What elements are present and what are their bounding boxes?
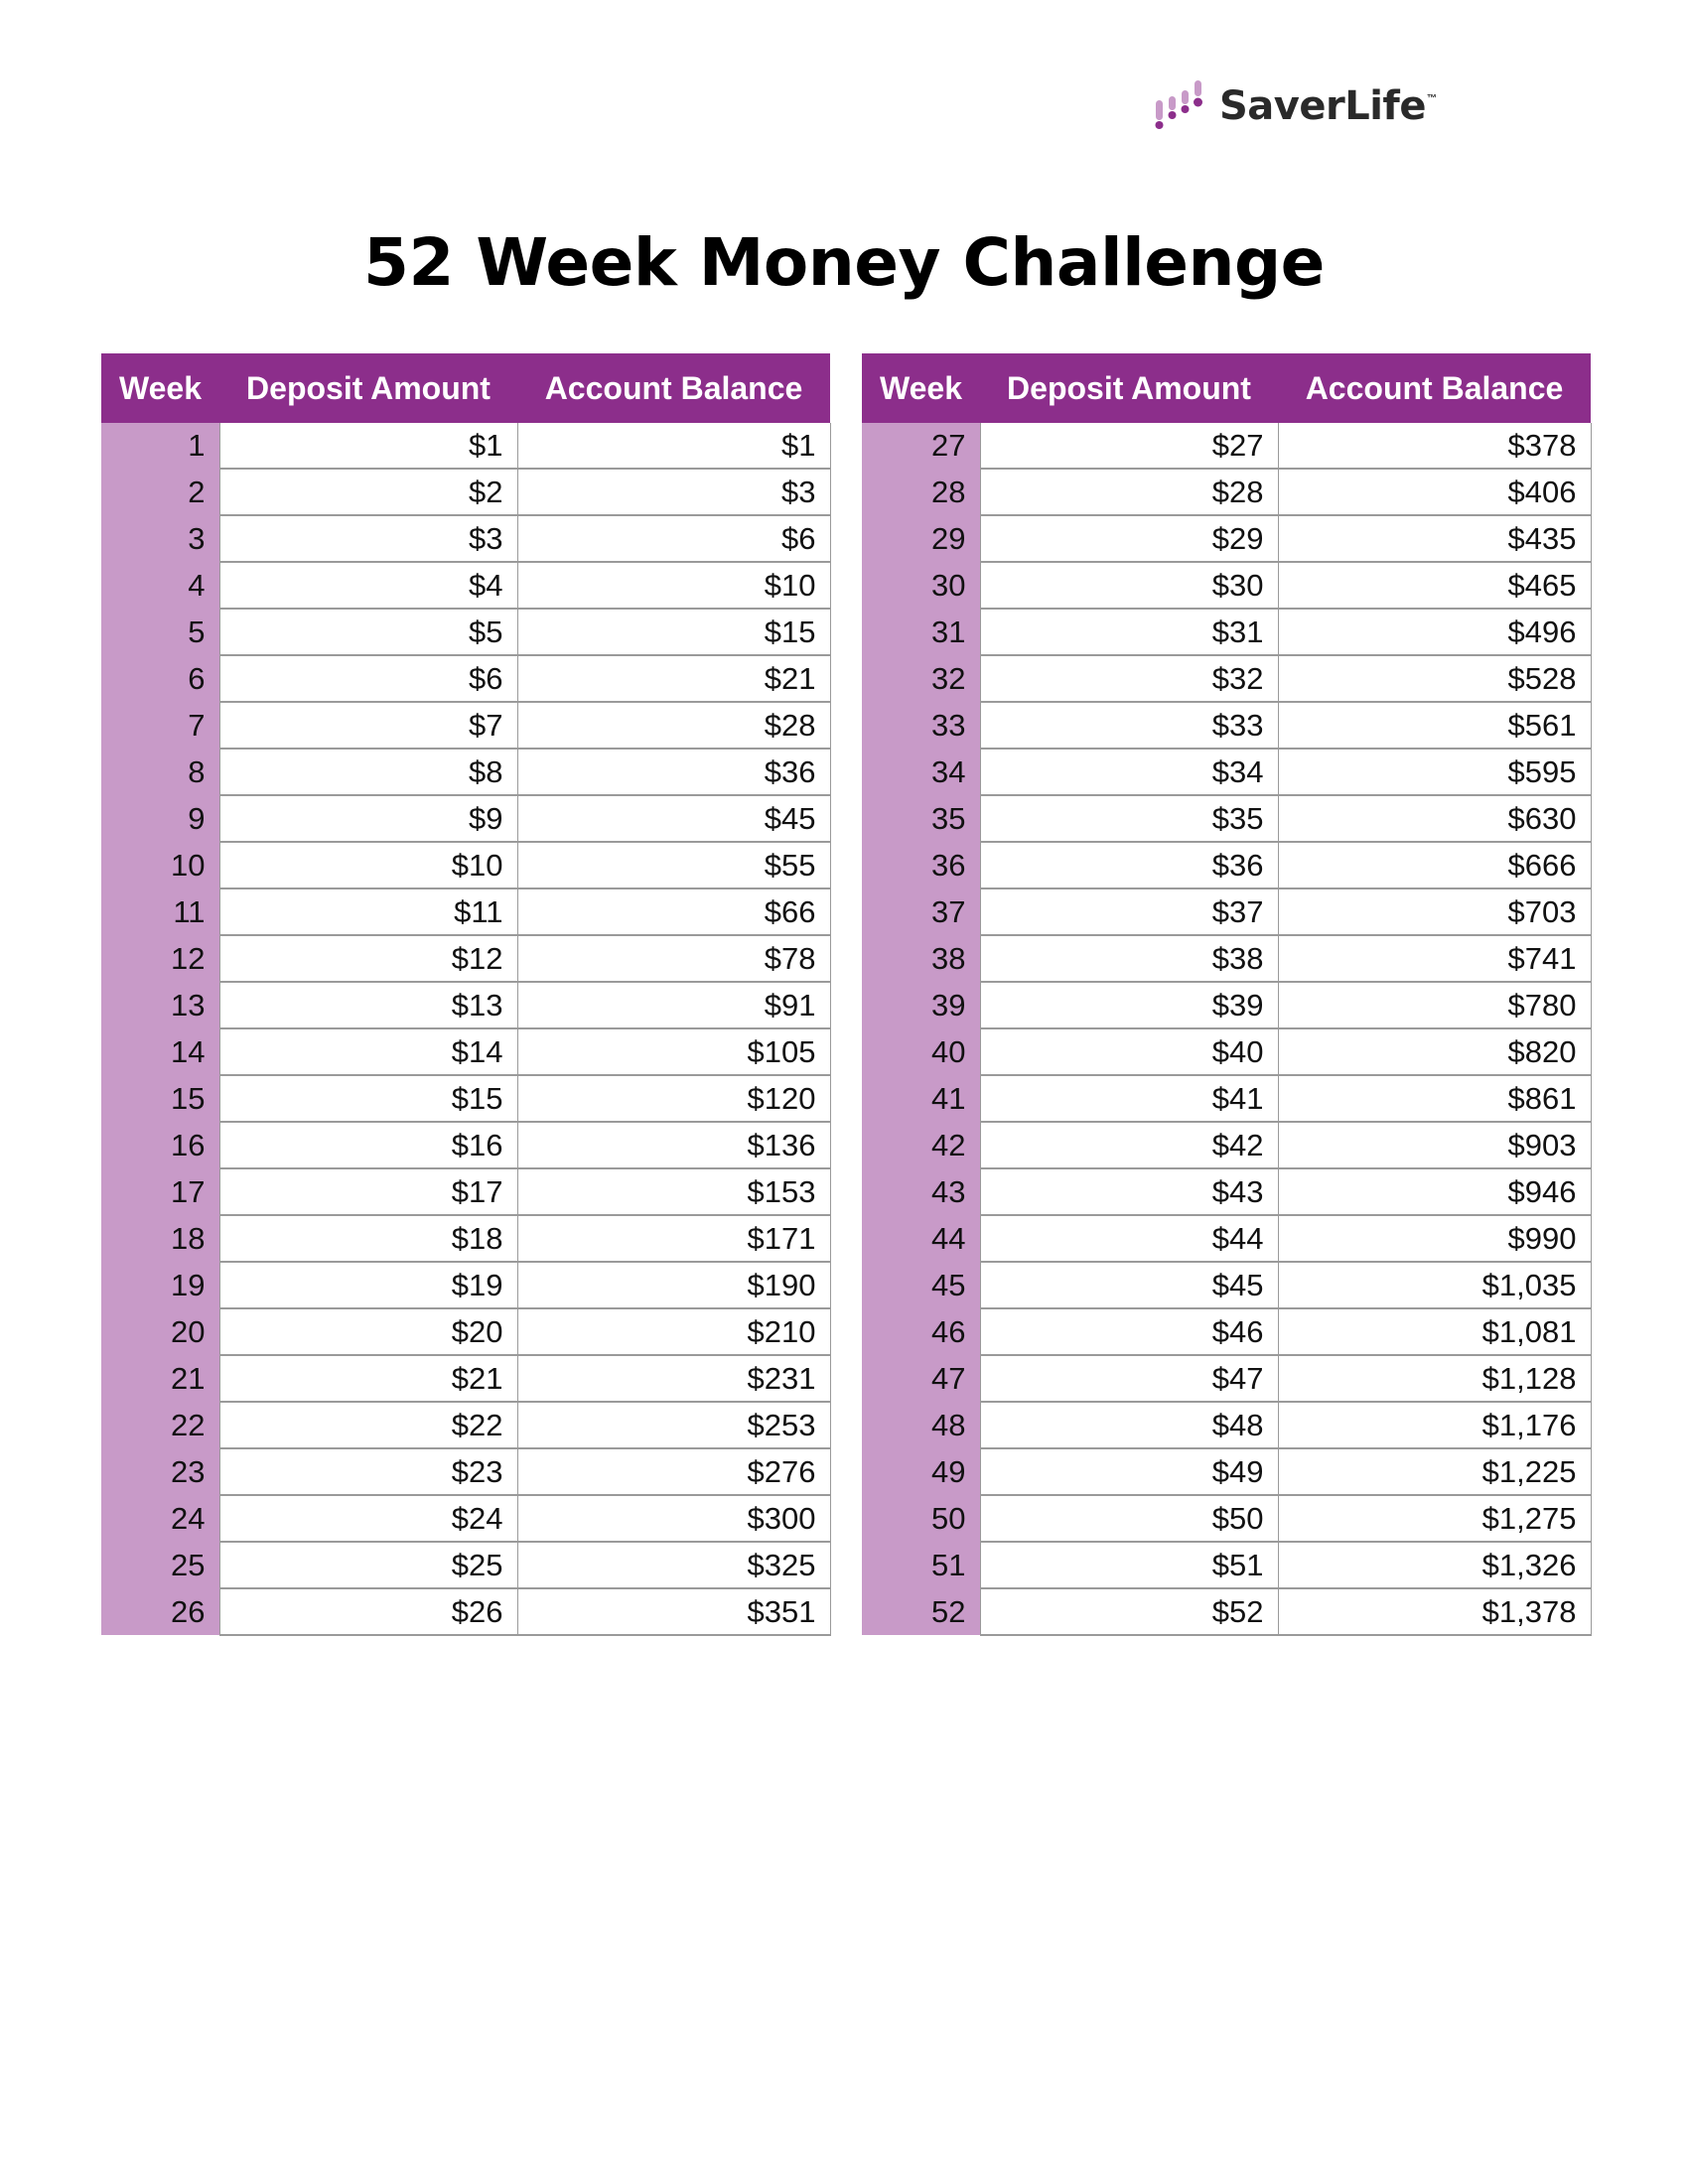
deposit-cell: $4 bbox=[219, 562, 517, 609]
balance-cell: $1,035 bbox=[1278, 1262, 1591, 1308]
week-cell: 30 bbox=[862, 562, 980, 609]
table-row bbox=[862, 1495, 1591, 1542]
deposit-cell: $19 bbox=[219, 1262, 517, 1308]
balance-cell: $595 bbox=[1278, 749, 1591, 795]
balance-cell: $903 bbox=[1278, 1122, 1591, 1168]
header-account-balance: Account Balance bbox=[1278, 353, 1591, 423]
header-deposit-amount: Deposit Amount bbox=[219, 353, 517, 423]
table-row bbox=[862, 562, 1591, 609]
table-row bbox=[101, 1448, 830, 1495]
week-cell: 5 bbox=[101, 609, 219, 655]
week-cell: 33 bbox=[862, 702, 980, 749]
balance-cell: $741 bbox=[1278, 935, 1591, 982]
balance-cell: $703 bbox=[1278, 888, 1591, 935]
table-row bbox=[101, 935, 830, 982]
deposit-cell: $20 bbox=[219, 1308, 517, 1355]
balance-cell: $78 bbox=[517, 935, 830, 982]
week-cell: 20 bbox=[101, 1308, 219, 1355]
balance-cell: $276 bbox=[517, 1448, 830, 1495]
balance-cell: $1,176 bbox=[1278, 1402, 1591, 1448]
table-row bbox=[101, 562, 830, 609]
balance-cell: $231 bbox=[517, 1355, 830, 1402]
balance-cell: $3 bbox=[517, 469, 830, 515]
week-cell: 4 bbox=[101, 562, 219, 609]
week-cell: 26 bbox=[101, 1588, 219, 1635]
deposit-cell: $5 bbox=[219, 609, 517, 655]
week-cell: 11 bbox=[101, 888, 219, 935]
deposit-cell: $42 bbox=[980, 1122, 1278, 1168]
balance-cell: $105 bbox=[517, 1028, 830, 1075]
deposit-cell: $26 bbox=[219, 1588, 517, 1635]
table-row bbox=[101, 795, 830, 842]
balance-cell: $210 bbox=[517, 1308, 830, 1355]
balance-cell: $820 bbox=[1278, 1028, 1591, 1075]
page-title: 52 Week Money Challenge bbox=[363, 224, 1325, 301]
week-cell: 10 bbox=[101, 842, 219, 888]
table-row bbox=[862, 935, 1591, 982]
deposit-cell: $12 bbox=[219, 935, 517, 982]
table-row bbox=[101, 1262, 830, 1308]
table-row bbox=[101, 1075, 830, 1122]
deposit-cell: $22 bbox=[219, 1402, 517, 1448]
balance-cell: $28 bbox=[517, 702, 830, 749]
balance-cell: $171 bbox=[517, 1215, 830, 1262]
week-cell: 37 bbox=[862, 888, 980, 935]
balance-cell: $861 bbox=[1278, 1075, 1591, 1122]
week-cell: 46 bbox=[862, 1308, 980, 1355]
week-cell: 24 bbox=[101, 1495, 219, 1542]
balance-cell: $36 bbox=[517, 749, 830, 795]
week-cell: 41 bbox=[862, 1075, 980, 1122]
week-cell: 16 bbox=[101, 1122, 219, 1168]
deposit-cell: $30 bbox=[980, 562, 1278, 609]
deposit-cell: $23 bbox=[219, 1448, 517, 1495]
balance-cell: $66 bbox=[517, 888, 830, 935]
table-row bbox=[862, 795, 1591, 842]
table-row bbox=[862, 1588, 1591, 1635]
trademark-symbol: ™ bbox=[1426, 93, 1437, 104]
saverlife-bars-icon bbox=[1152, 76, 1211, 136]
table-row bbox=[101, 515, 830, 562]
deposit-cell: $8 bbox=[219, 749, 517, 795]
deposit-cell: $37 bbox=[980, 888, 1278, 935]
deposit-cell: $25 bbox=[219, 1542, 517, 1588]
deposit-cell: $48 bbox=[980, 1402, 1278, 1448]
table-row bbox=[101, 1308, 830, 1355]
balance-cell: $1,326 bbox=[1278, 1542, 1591, 1588]
table-row bbox=[862, 469, 1591, 515]
table-row bbox=[101, 842, 830, 888]
week-cell: 49 bbox=[862, 1448, 980, 1495]
week-cell: 34 bbox=[862, 749, 980, 795]
balance-cell: $528 bbox=[1278, 655, 1591, 702]
deposit-cell: $14 bbox=[219, 1028, 517, 1075]
week-cell: 38 bbox=[862, 935, 980, 982]
week-cell: 27 bbox=[862, 423, 980, 469]
week-cell: 12 bbox=[101, 935, 219, 982]
balance-cell: $10 bbox=[517, 562, 830, 609]
header-account-balance: Account Balance bbox=[517, 353, 830, 423]
schedule-table-weeks-27-52 bbox=[862, 353, 1592, 1636]
deposit-cell: $47 bbox=[980, 1355, 1278, 1402]
table-row bbox=[101, 609, 830, 655]
week-cell: 19 bbox=[101, 1262, 219, 1308]
logo-wordmark: SaverLife bbox=[1219, 83, 1426, 129]
table-row bbox=[862, 1122, 1591, 1168]
deposit-cell: $24 bbox=[219, 1495, 517, 1542]
deposit-cell: $18 bbox=[219, 1215, 517, 1262]
table-row bbox=[862, 842, 1591, 888]
balance-cell: $1,275 bbox=[1278, 1495, 1591, 1542]
deposit-cell: $38 bbox=[980, 935, 1278, 982]
table-row bbox=[862, 1262, 1591, 1308]
deposit-cell: $45 bbox=[980, 1262, 1278, 1308]
week-cell: 43 bbox=[862, 1168, 980, 1215]
balance-cell: $153 bbox=[517, 1168, 830, 1215]
table-row bbox=[862, 423, 1591, 469]
header-week: Week bbox=[101, 353, 219, 423]
table-row bbox=[101, 1122, 830, 1168]
week-cell: 32 bbox=[862, 655, 980, 702]
table-row bbox=[862, 702, 1591, 749]
balance-cell: $1,378 bbox=[1278, 1588, 1591, 1635]
balance-cell: $1,225 bbox=[1278, 1448, 1591, 1495]
table-row bbox=[101, 749, 830, 795]
balance-cell: $190 bbox=[517, 1262, 830, 1308]
table-row bbox=[862, 1215, 1591, 1262]
table-row bbox=[862, 1355, 1591, 1402]
week-cell: 8 bbox=[101, 749, 219, 795]
balance-cell: $465 bbox=[1278, 562, 1591, 609]
week-cell: 2 bbox=[101, 469, 219, 515]
deposit-cell: $28 bbox=[980, 469, 1278, 515]
week-cell: 42 bbox=[862, 1122, 980, 1168]
deposit-cell: $17 bbox=[219, 1168, 517, 1215]
balance-cell: $630 bbox=[1278, 795, 1591, 842]
table-row bbox=[101, 423, 830, 469]
balance-cell: $435 bbox=[1278, 515, 1591, 562]
week-cell: 25 bbox=[101, 1542, 219, 1588]
deposit-cell: $46 bbox=[980, 1308, 1278, 1355]
table-row bbox=[862, 1028, 1591, 1075]
table-row bbox=[101, 1495, 830, 1542]
header-deposit-amount: Deposit Amount bbox=[980, 353, 1278, 423]
week-cell: 23 bbox=[101, 1448, 219, 1495]
deposit-cell: $1 bbox=[219, 423, 517, 469]
week-cell: 7 bbox=[101, 702, 219, 749]
balance-cell: $1,081 bbox=[1278, 1308, 1591, 1355]
table-row bbox=[862, 655, 1591, 702]
deposit-cell: $11 bbox=[219, 888, 517, 935]
week-cell: 13 bbox=[101, 982, 219, 1028]
table-header-row bbox=[101, 353, 830, 423]
balance-cell: $91 bbox=[517, 982, 830, 1028]
deposit-cell: $15 bbox=[219, 1075, 517, 1122]
week-cell: 15 bbox=[101, 1075, 219, 1122]
deposit-cell: $9 bbox=[219, 795, 517, 842]
table-row bbox=[101, 469, 830, 515]
week-cell: 47 bbox=[862, 1355, 980, 1402]
week-cell: 6 bbox=[101, 655, 219, 702]
deposit-cell: $34 bbox=[980, 749, 1278, 795]
week-cell: 1 bbox=[101, 423, 219, 469]
saverlife-logo bbox=[1152, 71, 1437, 141]
week-cell: 52 bbox=[862, 1588, 980, 1635]
week-cell: 51 bbox=[862, 1542, 980, 1588]
week-cell: 39 bbox=[862, 982, 980, 1028]
balance-cell: $351 bbox=[517, 1588, 830, 1635]
table-row bbox=[101, 982, 830, 1028]
balance-cell: $666 bbox=[1278, 842, 1591, 888]
deposit-cell: $21 bbox=[219, 1355, 517, 1402]
deposit-cell: $13 bbox=[219, 982, 517, 1028]
table-header-row bbox=[862, 353, 1591, 423]
deposit-cell: $50 bbox=[980, 1495, 1278, 1542]
table-row bbox=[101, 702, 830, 749]
deposit-cell: $41 bbox=[980, 1075, 1278, 1122]
deposit-cell: $43 bbox=[980, 1168, 1278, 1215]
table-row bbox=[862, 1448, 1591, 1495]
week-cell: 44 bbox=[862, 1215, 980, 1262]
table-row bbox=[862, 1308, 1591, 1355]
balance-cell: $780 bbox=[1278, 982, 1591, 1028]
week-cell: 48 bbox=[862, 1402, 980, 1448]
week-cell: 9 bbox=[101, 795, 219, 842]
week-cell: 28 bbox=[862, 469, 980, 515]
table-row bbox=[862, 982, 1591, 1028]
deposit-cell: $16 bbox=[219, 1122, 517, 1168]
balance-cell: $45 bbox=[517, 795, 830, 842]
deposit-cell: $39 bbox=[980, 982, 1278, 1028]
balance-cell: $325 bbox=[517, 1542, 830, 1588]
week-cell: 3 bbox=[101, 515, 219, 562]
table-row bbox=[101, 1355, 830, 1402]
table-row bbox=[101, 1588, 830, 1635]
week-cell: 18 bbox=[101, 1215, 219, 1262]
week-cell: 29 bbox=[862, 515, 980, 562]
table-row bbox=[862, 1168, 1591, 1215]
table-row bbox=[862, 515, 1591, 562]
balance-cell: $136 bbox=[517, 1122, 830, 1168]
deposit-cell: $36 bbox=[980, 842, 1278, 888]
table-row bbox=[862, 1075, 1591, 1122]
week-cell: 21 bbox=[101, 1355, 219, 1402]
week-cell: 17 bbox=[101, 1168, 219, 1215]
balance-cell: $946 bbox=[1278, 1168, 1591, 1215]
balance-cell: $253 bbox=[517, 1402, 830, 1448]
balance-cell: $120 bbox=[517, 1075, 830, 1122]
week-cell: 45 bbox=[862, 1262, 980, 1308]
table-row bbox=[101, 1542, 830, 1588]
table-row bbox=[101, 655, 830, 702]
balance-cell: $55 bbox=[517, 842, 830, 888]
deposit-cell: $7 bbox=[219, 702, 517, 749]
table-row bbox=[862, 1402, 1591, 1448]
week-cell: 31 bbox=[862, 609, 980, 655]
table-row bbox=[862, 609, 1591, 655]
header-week: Week bbox=[862, 353, 980, 423]
balance-cell: $1,128 bbox=[1278, 1355, 1591, 1402]
deposit-cell: $27 bbox=[980, 423, 1278, 469]
deposit-cell: $31 bbox=[980, 609, 1278, 655]
table-row bbox=[101, 1215, 830, 1262]
deposit-cell: $3 bbox=[219, 515, 517, 562]
deposit-cell: $35 bbox=[980, 795, 1278, 842]
table-row bbox=[101, 888, 830, 935]
table-row bbox=[101, 1402, 830, 1448]
table-row bbox=[862, 888, 1591, 935]
deposit-cell: $6 bbox=[219, 655, 517, 702]
deposit-cell: $52 bbox=[980, 1588, 1278, 1635]
balance-cell: $378 bbox=[1278, 423, 1591, 469]
week-cell: 36 bbox=[862, 842, 980, 888]
table-row bbox=[862, 1542, 1591, 1588]
week-cell: 40 bbox=[862, 1028, 980, 1075]
deposit-cell: $29 bbox=[980, 515, 1278, 562]
balance-cell: $406 bbox=[1278, 469, 1591, 515]
balance-cell: $6 bbox=[517, 515, 830, 562]
week-cell: 22 bbox=[101, 1402, 219, 1448]
deposit-cell: $49 bbox=[980, 1448, 1278, 1495]
table-row bbox=[862, 749, 1591, 795]
balance-cell: $15 bbox=[517, 609, 830, 655]
deposit-cell: $44 bbox=[980, 1215, 1278, 1262]
schedule-table-weeks-1-26 bbox=[101, 353, 831, 1636]
balance-cell: $21 bbox=[517, 655, 830, 702]
deposit-cell: $2 bbox=[219, 469, 517, 515]
table-row bbox=[101, 1168, 830, 1215]
deposit-cell: $33 bbox=[980, 702, 1278, 749]
balance-cell: $1 bbox=[517, 423, 830, 469]
balance-cell: $561 bbox=[1278, 702, 1591, 749]
deposit-cell: $40 bbox=[980, 1028, 1278, 1075]
deposit-cell: $51 bbox=[980, 1542, 1278, 1588]
week-cell: 14 bbox=[101, 1028, 219, 1075]
deposit-cell: $10 bbox=[219, 842, 517, 888]
week-cell: 35 bbox=[862, 795, 980, 842]
balance-cell: $300 bbox=[517, 1495, 830, 1542]
table-row bbox=[101, 1028, 830, 1075]
week-cell: 50 bbox=[862, 1495, 980, 1542]
balance-cell: $990 bbox=[1278, 1215, 1591, 1262]
deposit-cell: $32 bbox=[980, 655, 1278, 702]
balance-cell: $496 bbox=[1278, 609, 1591, 655]
